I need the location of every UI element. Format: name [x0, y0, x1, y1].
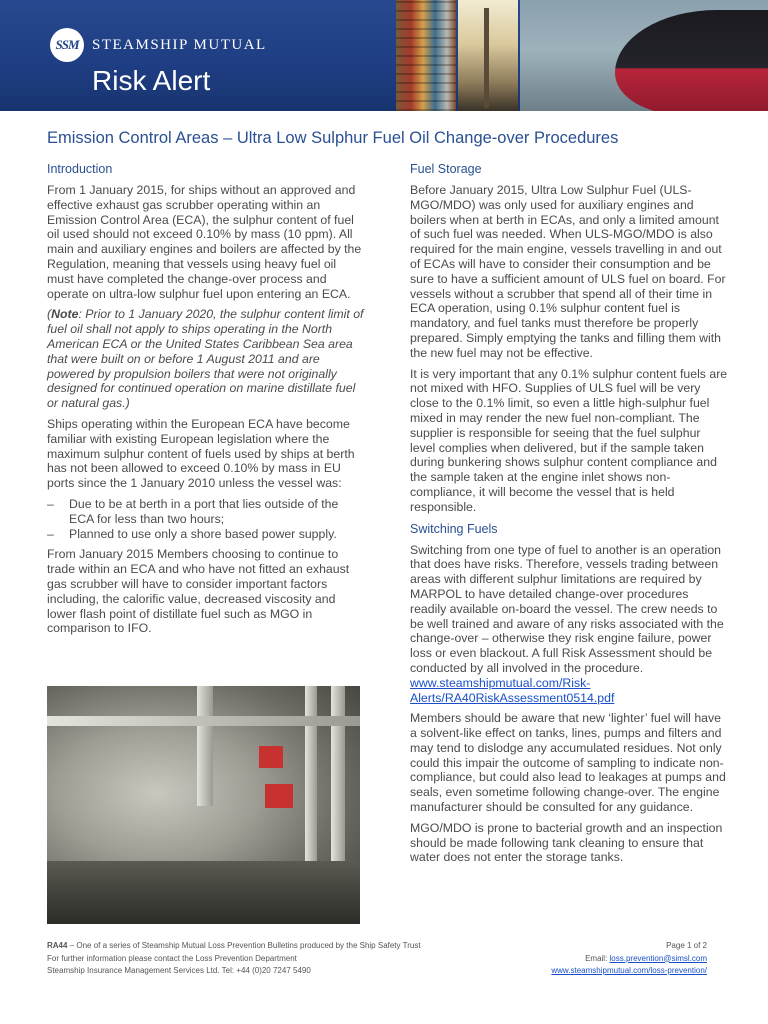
introduction-heading: Introduction — [47, 162, 113, 176]
note-open-paren: ( — [47, 307, 52, 322]
switching-paragraph-2: Members should be aware that new ‘lighter’ fuel will have a solvent-like effect on tanks, lines, pumps and filters and may tend to dislodge any accumulated residues. Not only could this impair the outcome of sampling to indicate non-compliance, but could also lead to leakages at pumps and seals, even sometime following change-over. The engine manufacturer should be consulted for any guidance. — [410, 711, 726, 815]
footer-line-2: For further information please contact the Loss Prevention Department — [47, 953, 297, 963]
switching-paragraph-1 — [410, 543, 728, 706]
note-label: Note — [51, 307, 79, 322]
list-item: – Planned to use only a shore based power supply. — [47, 527, 365, 542]
fuel-storage-paragraph-2: It is very important that any 0.1% sulphur content fuels are not mixed with HFO. Supplies of ULS fuel will be very close to the 0.1% limit, so even a little high-sulphur fuel mixed in may render the new fuel non-compliant. The supplier is responsible for seeing that the fuel sulphur level complies when delivered, but if the sample taken during bunkering shows sulphur content compliance and the sample taken at the engine inlet shows non-compliance, it will become the vessel that is held responsible. — [410, 366, 728, 514]
brand-name: STEAMSHIP MUTUAL — [92, 36, 267, 53]
switching-paragraph-3: MGO/MDO is prone to bacterial growth and an inspection should be made following tank cleaning to ensure that water does not enter the storage tanks. — [410, 820, 723, 865]
ship-hull-shape — [615, 10, 768, 111]
header-banner — [0, 0, 768, 111]
footer-left — [47, 940, 517, 978]
email-link[interactable]: loss.prevention@simsl.com — [609, 953, 707, 963]
ship-hull-photo — [520, 0, 768, 111]
list-item: – Due to be at berth in a port that lies outside of the ECA for less than two hours; — [47, 497, 365, 527]
switching-text: Switching from one type of fuel to another is an operation that does have risks. Therefore, vessels trading between areas with different sulphur limitations are required by MARPOL to have detailed change-over procedures readily available on-board the vessel. The crew needs to be well trained and aware of any risks associated with the change-over – otherwise they risk engine failure, power loss or even blackout. A full Risk Assessment should be conducted by all involved in the procedure. — [410, 542, 724, 675]
risk-assessment-link[interactable]: www.steamshipmutual.com/Risk-Alerts/RA40RiskAssessment0514.pdf — [410, 675, 615, 705]
header-photos — [396, 0, 768, 111]
fuel-storage-heading: Fuel Storage — [410, 162, 482, 176]
left-column — [47, 161, 365, 642]
fire-extinguisher-box — [265, 784, 293, 808]
pipe-shape — [47, 716, 360, 726]
footer-right — [467, 940, 707, 978]
website-link[interactable]: www.steamshipmutual.com/loss-prevention/ — [551, 966, 707, 975]
main-heading: Emission Control Areas – Ultra Low Sulphur Fuel Oil Change-over Procedures — [47, 129, 619, 147]
footer-line-3: Steamship Insurance Management Services Ltd. Tel: +44 (0)20 7247 5490 — [47, 966, 311, 975]
ssm-logo-icon: SSM — [50, 28, 84, 62]
containers-photo — [396, 0, 456, 111]
note-text: : Prior to 1 January 2020, the sulphur content limit of fuel oil shall not apply to ships operating in the North American ECA or the United States Caribbean Sea area that were built on or before 1 August 2011 and are powered by propulsion boilers that were not originally designed for continued operation on marine distillate fuel or natural gas. — [47, 307, 364, 411]
footer-website-line — [467, 965, 707, 978]
bulletin-code: RA44 — [47, 941, 68, 950]
intro-paragraph: From 1 January 2015, for ships without an approved and effective exhaust gas scrubber operating within an Emission Control Area (ECA), the sulphur content of fuel oil used should not exceed 0.10% by mass (10 ppm). All main and auxiliary engines and boilers are affected by the Regulation, meaning that vessels using heavy fuel oil must have completed the change-over process and operate on ultra-low sulphur fuel upon entering an ECA. — [47, 183, 362, 301]
european-eca-paragraph: Ships operating within the European ECA have become familiar with existing European legislation where the maximum sulphur content of fuels used by ships at berth has not been allowed to exceed 0.10% by mass in EU ports since the 1 January 2010 unless the vessel was: — [47, 416, 355, 491]
footer-line-1-text: – One of a series of Steamship Mutual Loss Prevention Bulletins produced by the Ship Safety Trust — [67, 941, 421, 950]
fuel-storage-paragraph-1: Before January 2015, Ultra Low Sulphur Fuel (ULS-MGO/MDO) was only used for auxiliary engines and boilers when at berth in ECAs, and only a limited amount of such fuel was needed. When ULS-MGO/MDO is also required for the main engine, vessels travelling in and out of ECAs will have to consider their consumption and be sure to have a sufficient amount of ULS fuel on board. For vessels without a scrubber that spend all of their time in ECA operation, using 0.1% sulphur content fuel is mandatory, and fuel tanks must therefore be properly prepared. Simply emptying the tanks and filling them with the new fuel may not be effective. — [410, 183, 726, 360]
fire-alarm-box — [259, 746, 283, 768]
floor-shape — [47, 861, 360, 924]
exemption-list — [47, 497, 365, 541]
page-number: Page 1 of 2 — [666, 941, 707, 950]
members-paragraph: From January 2015 Members choosing to continue to trade within an ECA and who have not fitted an exhaust gas scrubber will have to consider important factors including, the calorific value, decreased viscosity and lower flash point of distillate fuel such as MGO in comparison to IFO. — [47, 547, 350, 636]
document-title: Risk Alert — [92, 65, 211, 96]
note-close-paren: ) — [125, 396, 130, 411]
note-paragraph — [47, 307, 365, 411]
switching-fuels-heading: Switching Fuels — [410, 521, 498, 536]
footer-line-1 — [47, 940, 517, 953]
boiler-room-photo — [47, 686, 360, 924]
email-label: Email: — [585, 953, 610, 963]
footer-email-line — [467, 953, 707, 966]
brand-logo — [50, 28, 267, 62]
right-column — [410, 161, 728, 871]
crane-photo — [458, 0, 518, 111]
pipe-shape — [197, 686, 213, 806]
